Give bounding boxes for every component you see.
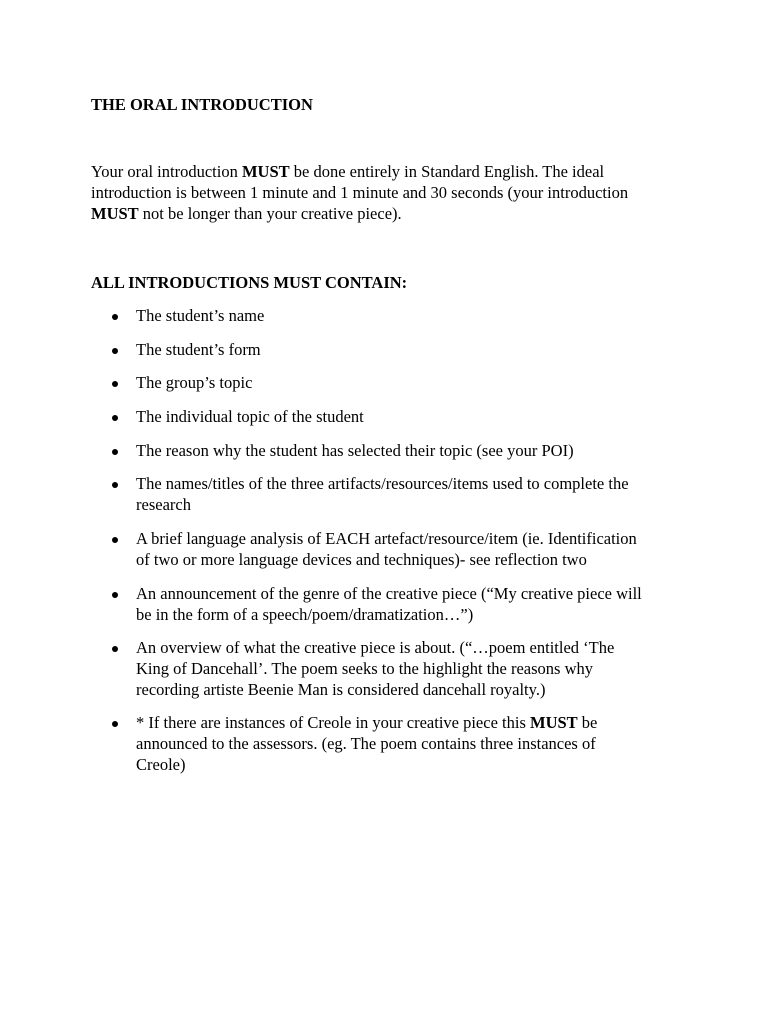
list-item-text xyxy=(136,305,696,326)
bullet-icon xyxy=(112,537,118,543)
list-item-line: The reason why the student has selected their topic (see your POI) xyxy=(136,441,574,460)
list-item-text xyxy=(136,372,696,393)
list-item-text xyxy=(136,473,696,515)
list-item-line: Creole) xyxy=(136,755,186,774)
list-item-text xyxy=(136,637,696,700)
bullet-icon xyxy=(112,721,118,727)
intro-line-2: introduction is between 1 minute and 1 minute and 30 seconds (your introduction xyxy=(91,183,629,202)
intro-paragraph xyxy=(91,161,691,224)
bullet-icon xyxy=(112,381,118,387)
list-item-text xyxy=(136,339,696,360)
intro-line-1 xyxy=(91,161,691,182)
list-item-line: King of Dancehall’. The poem seeks to the highlight the reasons why xyxy=(136,659,594,678)
bullet-icon xyxy=(112,449,118,455)
list-item-line: recording artiste Beenie Man is considered dancehall royalty.) xyxy=(136,680,546,699)
intro-text: Your oral introduction xyxy=(91,162,242,181)
list-item-text xyxy=(136,440,696,461)
list-item-segment: be xyxy=(577,713,598,732)
bullet-icon xyxy=(112,415,118,421)
list-item-line: of two or more language devices and techniques)- see reflection two xyxy=(136,550,587,569)
list-item-line: announced to the assessors. (eg. The poem contains three instances of xyxy=(136,734,596,753)
emphasis-must: MUST xyxy=(241,162,290,181)
emphasis-must: MUST xyxy=(530,713,578,732)
bullet-icon xyxy=(112,646,118,652)
intro-line-3 xyxy=(91,203,691,224)
emphasis-must: MUST xyxy=(91,204,139,223)
list-item-text xyxy=(136,712,696,775)
bullet-icon xyxy=(112,482,118,488)
list-item-line: The group’s topic xyxy=(136,373,253,392)
list-item-line: be in the form of a speech/poem/dramatization…”) xyxy=(136,605,474,624)
list-item-line: The student’s name xyxy=(136,306,265,325)
list-item-line: An announcement of the genre of the creative piece (“My creative piece will xyxy=(136,584,642,603)
section-heading: ALL INTRODUCTIONS MUST CONTAIN: xyxy=(91,273,408,292)
list-item-segment: * If there are instances of Creole in your creative piece this xyxy=(136,713,530,732)
list-item-line: research xyxy=(136,495,191,514)
list-item-line: The individual topic of the student xyxy=(136,407,364,426)
list-item-text xyxy=(136,583,696,625)
document-title: THE ORAL INTRODUCTION xyxy=(91,95,313,114)
list-item-text xyxy=(136,528,696,570)
bullet-icon xyxy=(112,592,118,598)
list-item-line: The names/titles of the three artifacts/resources/items used to complete the xyxy=(136,474,629,493)
intro-text: not be longer than your creative piece). xyxy=(138,204,402,223)
list-item-line: An overview of what the creative piece is about. (“…poem entitled ‘The xyxy=(136,638,615,657)
list-item-line: The student’s form xyxy=(136,340,261,359)
list-item-line xyxy=(136,712,696,733)
list-item-text xyxy=(136,406,696,427)
bullet-icon xyxy=(112,348,118,354)
list-item-line: A brief language analysis of EACH artefact/resource/item (ie. Identification xyxy=(136,529,637,548)
intro-text: be done entirely in Standard English. The ideal xyxy=(289,162,605,181)
bullet-icon xyxy=(112,314,118,320)
